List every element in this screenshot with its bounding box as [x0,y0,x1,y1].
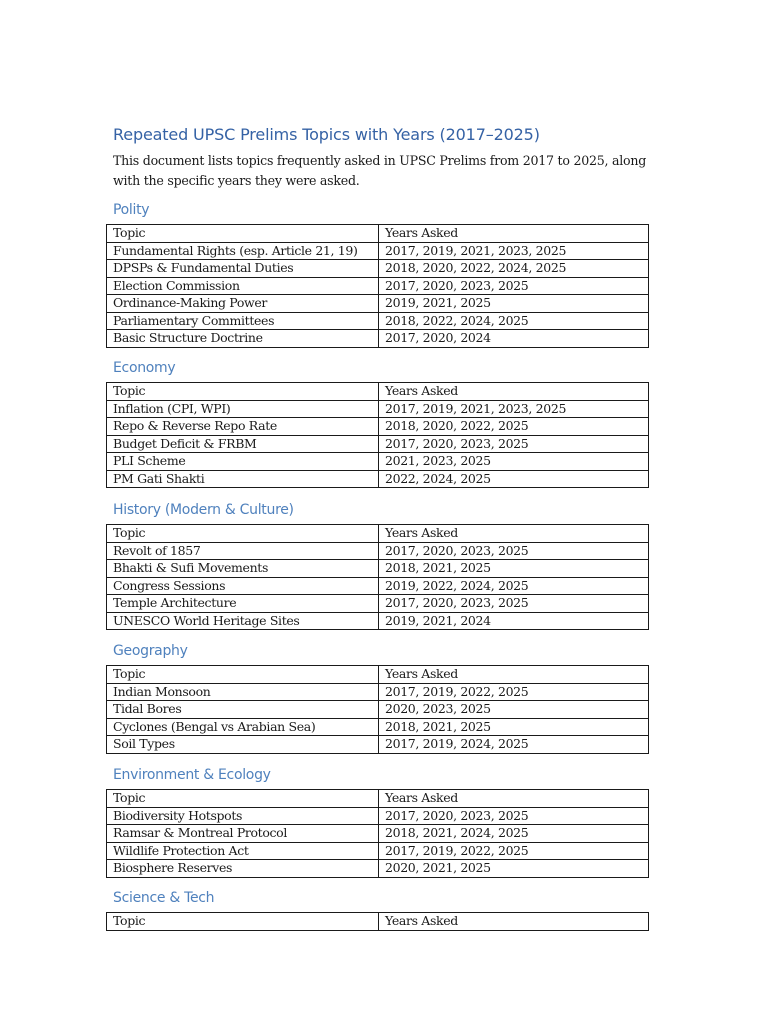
years-cell: 2017, 2020, 2024 [379,330,649,348]
topic-cell: Fundamental Rights (esp. Article 21, 19) [107,242,379,260]
topic-cell: Basic Structure Doctrine [107,330,379,348]
years-cell: 2019, 2022, 2024, 2025 [379,577,649,595]
topic-cell: Biodiversity Hotspots [107,807,379,825]
table-row [107,418,649,436]
table-row [107,860,649,878]
topics-table [106,382,649,488]
table-row [107,400,649,418]
topic-cell: Inflation (CPI, WPI) [107,400,379,418]
topic-cell: Bhakti & Sufi Movements [107,560,379,578]
table-row [107,435,649,453]
topic-cell: UNESCO World Heritage Sites [107,612,379,630]
years-cell: 2017, 2020, 2023, 2025 [379,807,649,825]
topic-cell: Congress Sessions [107,577,379,595]
header-topic: Topic [107,790,379,808]
table-row [107,825,649,843]
table-row [107,260,649,278]
table-header-row [107,666,649,684]
section-heading: Environment & Ecology [113,767,271,783]
section-geography [106,642,654,754]
years-cell: 2018, 2020, 2022, 2025 [379,418,649,436]
topic-cell: Ramsar & Montreal Protocol [107,825,379,843]
section-heading: Polity [113,202,150,218]
years-cell: 2018, 2021, 2024, 2025 [379,825,649,843]
section-heading: History (Modern & Culture) [113,502,294,518]
document-body [106,124,654,191]
table-row [107,736,649,754]
table-row [107,330,649,348]
table-row [107,701,649,719]
years-cell: 2017, 2019, 2022, 2025 [379,842,649,860]
section-heading: Science & Tech [113,890,215,906]
section-polity [106,201,654,348]
years-cell: 2020, 2021, 2025 [379,860,649,878]
section-science-tech [106,889,654,931]
years-cell: 2019, 2021, 2024 [379,612,649,630]
topics-table [106,789,649,878]
table-row [107,242,649,260]
topic-cell: Tidal Bores [107,701,379,719]
table-row [107,807,649,825]
topic-cell: Ordinance-Making Power [107,295,379,313]
table-row [107,577,649,595]
years-cell: 2017, 2020, 2023, 2025 [379,277,649,295]
section-economy [106,359,654,488]
table-header-row [107,913,649,931]
topic-cell: PLI Scheme [107,453,379,471]
table-row [107,312,649,330]
topic-cell: Budget Deficit & FRBM [107,435,379,453]
table-row [107,453,649,471]
section-environment [106,766,654,878]
table-row [107,842,649,860]
topic-cell: PM Gati Shakti [107,470,379,488]
years-cell: 2017, 2019, 2021, 2023, 2025 [379,400,649,418]
table-header-row [107,383,649,401]
topic-cell: Parliamentary Committees [107,312,379,330]
topic-cell: DPSPs & Fundamental Duties [107,260,379,278]
topics-table [106,524,649,630]
table-row [107,683,649,701]
topic-cell: Temple Architecture [107,595,379,613]
header-topic: Topic [107,525,379,543]
years-cell: 2018, 2022, 2024, 2025 [379,312,649,330]
topic-cell: Indian Monsoon [107,683,379,701]
header-topic: Topic [107,383,379,401]
table-row [107,595,649,613]
header-topic: Topic [107,225,379,243]
years-cell: 2018, 2020, 2022, 2024, 2025 [379,260,649,278]
years-cell: 2017, 2019, 2022, 2025 [379,683,649,701]
topics-table [106,224,649,348]
table-row [107,542,649,560]
table-row [107,560,649,578]
topic-cell: Repo & Reverse Repo Rate [107,418,379,436]
topic-cell: Soil Types [107,736,379,754]
table-header-row [107,525,649,543]
table-row [107,718,649,736]
years-cell: 2017, 2019, 2021, 2023, 2025 [379,242,649,260]
header-years: Years Asked [379,913,649,931]
years-cell: 2022, 2024, 2025 [379,470,649,488]
table-row [107,612,649,630]
years-cell: 2017, 2020, 2023, 2025 [379,542,649,560]
years-cell: 2020, 2023, 2025 [379,701,649,719]
table-header-row [107,790,649,808]
header-topic: Topic [107,666,379,684]
header-years: Years Asked [379,525,649,543]
topic-cell: Cyclones (Bengal vs Arabian Sea) [107,718,379,736]
topic-cell: Revolt of 1857 [107,542,379,560]
table-row [107,295,649,313]
years-cell: 2021, 2023, 2025 [379,453,649,471]
section-heading: Geography [113,643,188,659]
header-years: Years Asked [379,383,649,401]
section-heading: Economy [113,360,176,376]
years-cell: 2018, 2021, 2025 [379,718,649,736]
years-cell: 2017, 2020, 2023, 2025 [379,435,649,453]
table-header-row [107,225,649,243]
document-intro: This document lists topics frequently asked in UPSC Prelims from 2017 to 2025, along with the specific years they were asked. [113,153,647,188]
topics-table [106,665,649,754]
years-cell: 2017, 2019, 2024, 2025 [379,736,649,754]
topic-cell: Election Commission [107,277,379,295]
table-row [107,277,649,295]
topic-cell: Biosphere Reserves [107,860,379,878]
topics-table [106,912,649,931]
years-cell: 2017, 2020, 2023, 2025 [379,595,649,613]
header-years: Years Asked [379,225,649,243]
header-topic: Topic [107,913,379,931]
years-cell: 2018, 2021, 2025 [379,560,649,578]
header-years: Years Asked [379,666,649,684]
table-row [107,470,649,488]
years-cell: 2019, 2021, 2025 [379,295,649,313]
header-years: Years Asked [379,790,649,808]
document-title: Repeated UPSC Prelims Topics with Years (2017–2025) [113,125,540,144]
topic-cell: Wildlife Protection Act [107,842,379,860]
section-history [106,501,654,630]
